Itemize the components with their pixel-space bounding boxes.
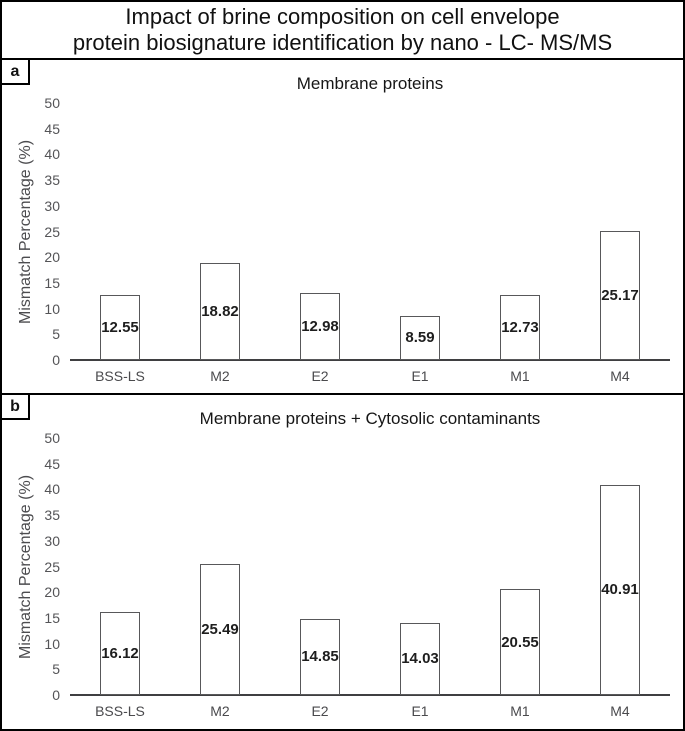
panel-b: [2, 395, 683, 729]
bar-m4: [600, 231, 640, 360]
x-tick-label: M1: [510, 368, 530, 384]
bar-value-label: 12.98: [301, 318, 339, 336]
y-tick-label: 35: [44, 172, 60, 189]
y-tick-label: 45: [44, 455, 60, 472]
y-tick-label: 40: [44, 481, 60, 498]
panel-b-bar-chart: [2, 395, 683, 729]
x-tick-label: BSS-LS: [95, 368, 145, 384]
panel-b-y-axis-label: Mismatch Percentage (%): [17, 474, 34, 660]
y-tick-label: 25: [44, 558, 60, 575]
x-axis-line: [70, 694, 670, 696]
bar-value-label: 8.59: [405, 329, 435, 347]
figure-title: [2, 2, 683, 60]
bar-value-label: 25.49: [201, 620, 239, 638]
y-tick-label: 25: [44, 223, 60, 240]
y-tick-label: 50: [44, 95, 60, 111]
y-tick-label: 30: [44, 532, 60, 549]
bar-value-label: 40.91: [601, 581, 639, 599]
bar-e2: [300, 293, 340, 360]
panel-b-letter: b: [2, 395, 30, 420]
bar-value-label: 12.55: [101, 319, 139, 337]
panel-a-y-axis-label: Mismatch Percentage (%): [17, 139, 34, 325]
y-tick-label: 30: [44, 197, 60, 214]
x-tick-label: M4: [610, 703, 630, 719]
bar-m2: [200, 564, 240, 695]
y-tick-label: 45: [44, 120, 60, 137]
x-tick-label: M1: [510, 703, 530, 719]
bar-value-label: 12.73: [501, 318, 539, 336]
x-tick-label: E1: [411, 368, 429, 384]
figure-title-line-1: Impact of brine composition on cell envelope: [125, 4, 560, 29]
x-tick-label: E2: [311, 703, 329, 719]
x-tick-label: E2: [311, 368, 329, 384]
bar-value-label: 25.17: [601, 286, 639, 304]
y-tick-label: 20: [44, 249, 60, 266]
y-tick-label: 0: [52, 352, 60, 368]
y-tick-label: 15: [44, 609, 60, 626]
panel-b-title: Membrane proteins + Cytosolic contaminants: [199, 409, 541, 428]
y-tick-label: 5: [52, 326, 60, 343]
figure-title-line-2: protein biosignature identification by nano - LC- MS/MS: [72, 30, 613, 55]
bar-e1: [400, 623, 440, 695]
panel-a-letter: a: [2, 60, 30, 85]
x-tick-label: E1: [411, 703, 429, 719]
bar-bss-ls: [100, 295, 140, 360]
y-tick-label: 5: [52, 661, 60, 678]
bar-bss-ls: [100, 612, 140, 695]
y-tick-label: 50: [44, 430, 60, 446]
y-tick-label: 10: [44, 300, 60, 317]
y-tick-label: 10: [44, 635, 60, 652]
x-tick-label: BSS-LS: [95, 703, 145, 719]
bar-e1: [400, 316, 440, 360]
bar-value-label: 16.12: [101, 645, 139, 663]
bar-m4: [600, 485, 640, 695]
bar-value-label: 20.55: [501, 633, 539, 651]
x-tick-label: M4: [610, 368, 630, 384]
x-axis-line: [70, 359, 670, 361]
x-tick-label: M2: [210, 368, 230, 384]
x-tick-label: M2: [210, 703, 230, 719]
bar-e2: [300, 619, 340, 695]
bar-value-label: 18.82: [201, 303, 239, 321]
bar-m1: [500, 295, 540, 360]
panel-a-title: Membrane proteins: [296, 74, 444, 93]
y-tick-label: 0: [52, 687, 60, 703]
panel-a-bar-chart: [2, 60, 683, 393]
bar-value-label: 14.03: [401, 650, 439, 668]
bar-m1: [500, 589, 540, 695]
panel-a: [2, 60, 683, 395]
bar-value-label: 14.85: [301, 648, 339, 666]
y-tick-label: 15: [44, 274, 60, 291]
y-tick-label: 40: [44, 146, 60, 163]
bar-m2: [200, 263, 240, 360]
y-tick-label: 35: [44, 507, 60, 524]
y-tick-label: 20: [44, 584, 60, 601]
